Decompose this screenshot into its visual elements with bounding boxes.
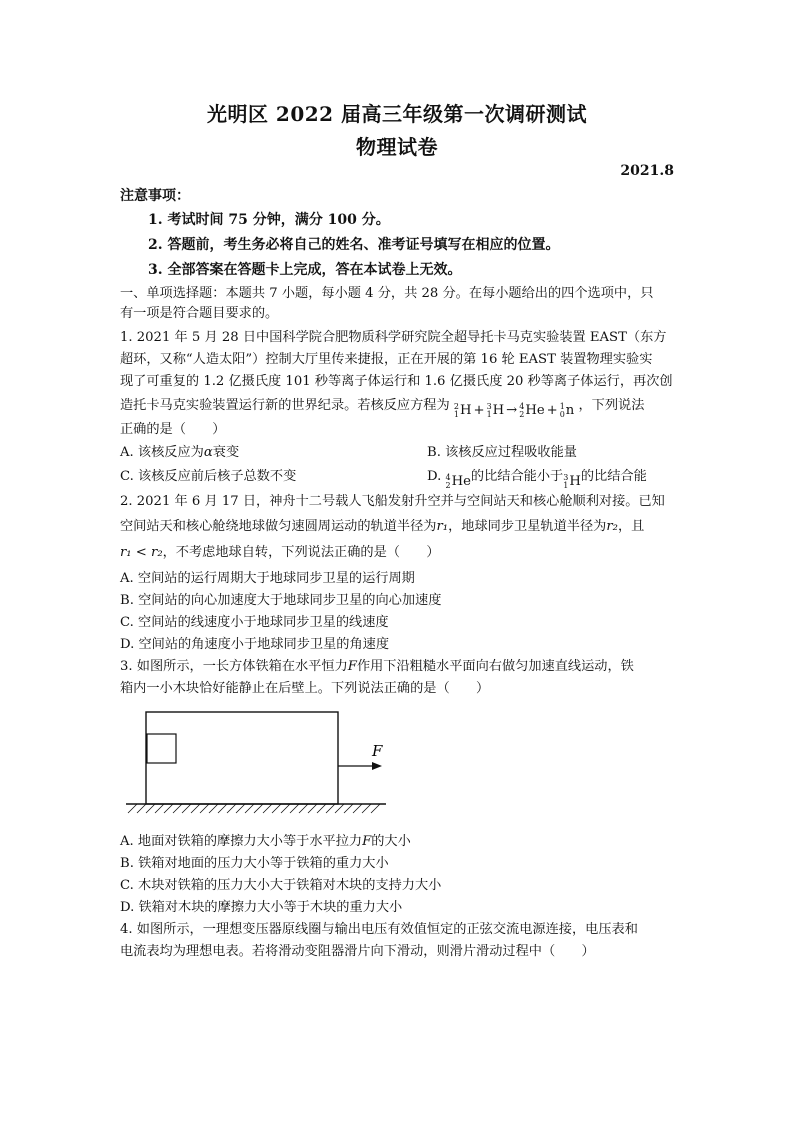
exam-title: 光明区 2022 届高三年级第一次调研测试 <box>206 102 588 126</box>
notice-item-1: 1. 考试时间 75 分钟，满分 100 分。 <box>148 212 390 228</box>
force-label: F <box>372 742 383 760</box>
q3-option-a: A. 地面对铁箱的摩擦力大小等于水平拉力F的大小 <box>120 834 411 849</box>
q1-line-4 <box>120 396 676 421</box>
deuterium-charge: 1 <box>453 410 459 419</box>
q2-line-2: 空间站天和核心舱绕地球做匀速圆周运动的轨道半径为r₁，地球同步卫星轨道半径为r₂，且 <box>120 519 645 534</box>
helium-charge: 2 <box>519 410 525 419</box>
neutron-mass: 1 <box>559 402 565 411</box>
tritium-mass: 3 <box>486 402 492 411</box>
neutron-symbol: n <box>565 403 575 418</box>
q3-option-b: B. 铁箱对地面的压力大小等于铁箱的重力大小 <box>120 856 389 871</box>
q1-line-1: 1. 2021 年 5 月 28 日中国科学院合肥物质科学研究院全超导托卡马克实验装置 EAST（东方 <box>120 330 667 345</box>
q1-line-3: 现了可重复的 1.2 亿摄氏度 101 秒等离子体运行和 1.6 亿摄氏度 20 秒等离子体运行，再次创 <box>120 374 673 389</box>
notice-heading: 注意事项： <box>120 188 190 204</box>
tritium-charge: 1 <box>486 410 492 419</box>
alpha-symbol: α <box>203 445 213 460</box>
ground-hatching <box>128 804 380 813</box>
section-intro-line-2: 有一项是符合题目要求的。 <box>120 306 279 321</box>
force-symbol-option: F <box>362 834 372 849</box>
helium-symbol: He <box>525 403 545 418</box>
plus-sign-2: + <box>546 403 558 418</box>
deuterium-mass: 2 <box>453 402 459 411</box>
notice-item-3: 3. 全部答案在答题卡上完成，答在本试卷上无效。 <box>148 262 462 278</box>
q1-option-c: C. 该核反应前后核子总数不变 <box>120 469 297 484</box>
plus-sign: + <box>473 403 485 418</box>
q2-option-c: C. 空间站的线速度小于地球同步卫星的线速度 <box>120 615 389 630</box>
q2-option-a: A. 空间站的运行周期大于地球同步卫星的运行周期 <box>120 571 415 586</box>
q1-line-2: 超环，又称“人造太阳”）控制大厅里传来捷报，正在开展的第 16 轮 EAST 装置物理实验实 <box>120 352 653 367</box>
q3-line-1: 3. 如图所示，一长方体铁箱在水平恒力F作用下沿粗糙水平面向右做匀加速直线运动，铁 <box>120 659 634 674</box>
q3-option-d: D. 铁箱对木块的摩擦力大小等于木块的重力大小 <box>120 900 403 915</box>
q2-line-3: r₁ < r₂，不考虑地球自转，下列说法正确的是（ ） <box>120 545 440 560</box>
force-arrow-head <box>372 762 382 770</box>
r2-symbol: r₂ <box>606 519 618 534</box>
tritium-symbol: H <box>492 403 505 418</box>
neutron-charge: 0 <box>559 410 565 419</box>
q1-option-a: A. 该核反应为α衰变 <box>120 445 240 460</box>
r1-symbol: r₁ <box>436 519 449 534</box>
q2-line-1: 2. 2021 年 6 月 17 日，神舟十二号载人飞船发射升空并与空间站天和核心舱顺利对接。已知 <box>120 494 665 509</box>
q1-option-b: B. 该核反应过程吸收能量 <box>427 445 577 460</box>
q2-option-d: D. 空间站的角速度小于地球同步卫星的角速度 <box>120 637 390 652</box>
force-symbol: F <box>347 659 357 674</box>
radius-inequality: r₁ < r₂ <box>120 545 163 560</box>
q2-option-b: B. 空间站的向心加速度大于地球同步卫星的向心加速度 <box>120 593 442 608</box>
q1-line-4-text: 造托卡马克实验装置运行新的世界纪录。若核反应方程为 <box>120 398 450 413</box>
q3-line-2: 箱内一小木块恰好能静止在后壁上。下列说法正确的是（ ） <box>120 681 490 696</box>
iron-box-diagram <box>120 700 410 822</box>
q3-option-c: C. 木块对铁箱的压力大小大于铁箱对木块的支持力大小 <box>120 878 442 893</box>
q1-line-4-tail: ，下列说法 <box>578 398 645 413</box>
iron-box <box>146 712 338 804</box>
section-intro-line-1: 一、单项选择题：本题共 7 小题，每小题 4 分，共 28 分。在每小题给出的四个选项中，只 <box>120 286 654 301</box>
reaction-equation <box>454 401 574 421</box>
q4-line-1: 4. 如图所示，一理想变压器原线圈与输出电压有效值恒定的正弦交流电源连接，电压表和 <box>120 922 638 937</box>
q4-line-2: 电流表均为理想电表。若将滑动变阻器滑片向下滑动，则滑片滑动过程中（ ） <box>120 944 595 959</box>
q1-option-d: D. 4 2 He 的比结合能小于 3 1 H 的比结合能 <box>427 469 647 490</box>
helium-mass: 4 <box>519 402 525 411</box>
exam-date: 2021.8 <box>620 163 674 179</box>
reaction-arrow: → <box>506 403 518 418</box>
wood-block <box>147 734 176 763</box>
deuterium-symbol: H <box>459 403 472 418</box>
notice-item-2: 2. 答题前，考生务必将自己的姓名、准考证号填写在相应的位置。 <box>148 237 560 253</box>
q1-line-5: 正确的是（ ） <box>120 422 226 437</box>
exam-subtitle: 物理试卷 <box>356 135 438 159</box>
